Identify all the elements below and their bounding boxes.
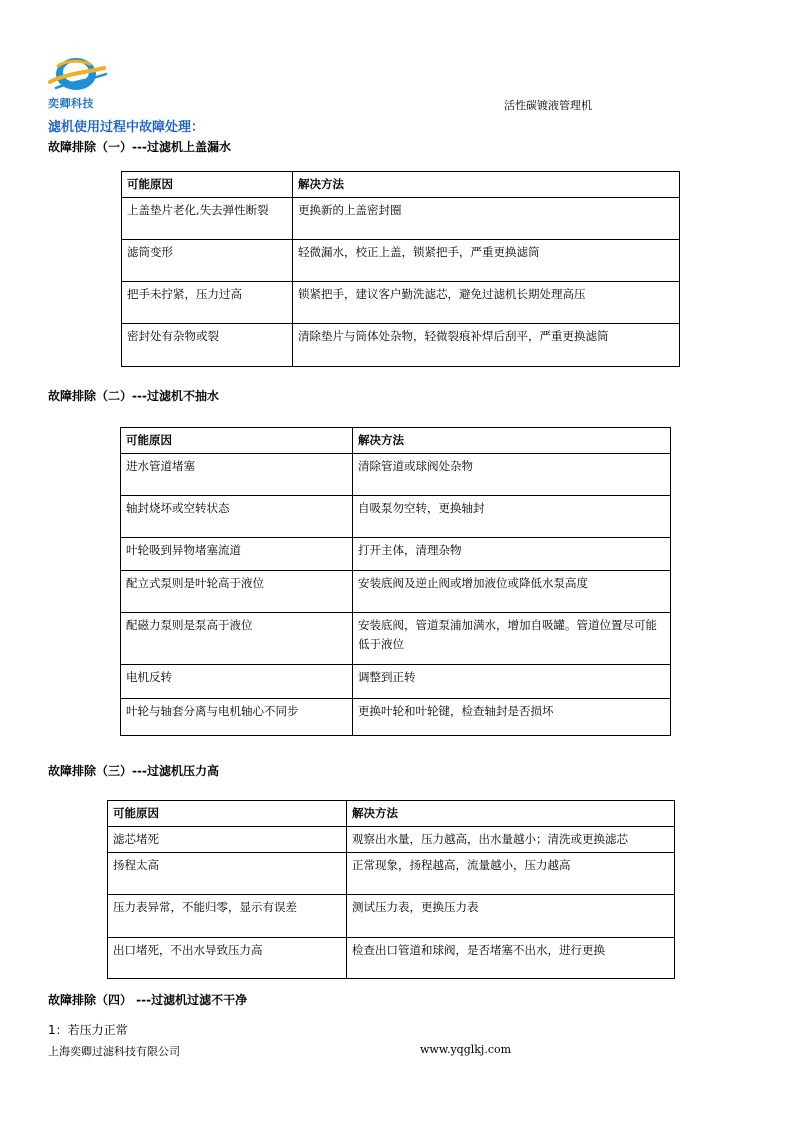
cause-cell: 压力表异常，不能归零，显示有误差: [108, 895, 347, 938]
solution-cell: 检查出口管道和球阀，是否堵塞不出水，进行更换: [347, 938, 675, 979]
cause-cell: 密封处有杂物或裂: [122, 324, 293, 367]
table-row: [121, 454, 671, 496]
table-row: [108, 895, 675, 938]
cause-cell: 滤筒变形: [122, 240, 293, 282]
solution-cell: 轻微漏水，校正上盖，锁紧把手，严重更换滤筒: [293, 240, 680, 282]
cause-cell: 叶轮吸到异物堵塞流道: [121, 538, 353, 571]
table-row: [108, 853, 675, 895]
solution-cell: 打开主体，清理杂物: [353, 538, 671, 571]
table-row: [121, 571, 671, 613]
cause-cell: 把手未拧紧，压力过高: [122, 282, 293, 324]
table-row: [122, 282, 680, 324]
table-header-row: [122, 172, 680, 198]
table-header-row: [108, 801, 675, 827]
column-header-cause: 可能原因: [121, 428, 353, 454]
logo-text: 奕卿科技: [48, 97, 94, 110]
solution-cell: 清除管道或球阀处杂物: [353, 454, 671, 496]
section-title-4: 故障排除（四） ---过滤机过滤不干净: [48, 993, 248, 1007]
cause-cell: 配立式泵则是叶轮高于液位: [121, 571, 353, 613]
column-header-solution: 解决方法: [353, 428, 671, 454]
solution-cell: 更换新的上盖密封圈: [293, 198, 680, 240]
header-title: 活性碳镀液管理机: [504, 99, 592, 112]
column-header-solution: 解决方法: [293, 172, 680, 198]
solution-cell: 正常现象，扬程越高，流量越小，压力越高: [347, 853, 675, 895]
cause-cell: 上盖垫片老化,失去弹性断裂: [122, 198, 293, 240]
table-row: [121, 496, 671, 538]
page-title: 滤机使用过程中故障处理：: [48, 120, 205, 135]
table-row: [122, 324, 680, 367]
solution-cell: 安装底阀，管道泵浦加满水，增加自吸罐。管道位置尽可能低于液位: [353, 613, 671, 665]
column-header-solution: 解决方法: [347, 801, 675, 827]
section-title-3: 故障排除（三）---过滤机压力高: [48, 764, 219, 778]
cause-cell: 出口堵死，不出水导致压力高: [108, 938, 347, 979]
cause-cell: 配磁力泵则是泵高于液位: [121, 613, 353, 665]
solution-cell: 安装底阀及逆止阀或增加液位或降低水泵高度: [353, 571, 671, 613]
column-header-cause: 可能原因: [122, 172, 293, 198]
list-item: 1：若压力正常: [48, 1023, 128, 1037]
cause-cell: 叶轮与轴套分离与电机轴心不同步: [121, 699, 353, 736]
solution-cell: 锁紧把手，建议客户勤洗滤芯，避免过滤机长期处理高压: [293, 282, 680, 324]
table-row: [108, 827, 675, 853]
cause-cell: 进水管道堵塞: [121, 454, 353, 496]
footer-company: 上海奕卿过滤科技有限公司: [48, 1045, 180, 1058]
solution-cell: 自吸泵勿空转，更换轴封: [353, 496, 671, 538]
solution-cell: 清除垫片与筒体处杂物，轻微裂痕补焊后刮平，严重更换滤筒: [293, 324, 680, 367]
cause-cell: 滤芯堵死: [108, 827, 347, 853]
table-row: [122, 198, 680, 240]
fault-table-1: [121, 171, 680, 367]
footer-website: www.yqglkj.com: [420, 1043, 512, 1056]
table-row: [122, 240, 680, 282]
fault-table-3: [107, 800, 675, 979]
cause-cell: 轴封烧坏或空转状态: [121, 496, 353, 538]
table-row: [121, 613, 671, 665]
solution-cell: 测试压力表，更换压力表: [347, 895, 675, 938]
table-row: [121, 665, 671, 699]
table-row: [108, 938, 675, 979]
solution-cell: 调整到正转: [353, 665, 671, 699]
table-row: [121, 538, 671, 571]
section-title-1: 故障排除（一）---过滤机上盖漏水: [48, 140, 231, 154]
solution-cell: 观察出水量，压力越高，出水量越小；清洗或更换滤芯: [347, 827, 675, 853]
solution-cell: 更换叶轮和叶轮键，检查轴封是否损坏: [353, 699, 671, 736]
table-row: [121, 699, 671, 736]
table-header-row: [121, 428, 671, 454]
column-header-cause: 可能原因: [108, 801, 347, 827]
cause-cell: 电机反转: [121, 665, 353, 699]
cause-cell: 扬程太高: [108, 853, 347, 895]
section-title-2: 故障排除（二）---过滤机不抽水: [48, 389, 219, 403]
fault-table-2: [120, 427, 671, 736]
